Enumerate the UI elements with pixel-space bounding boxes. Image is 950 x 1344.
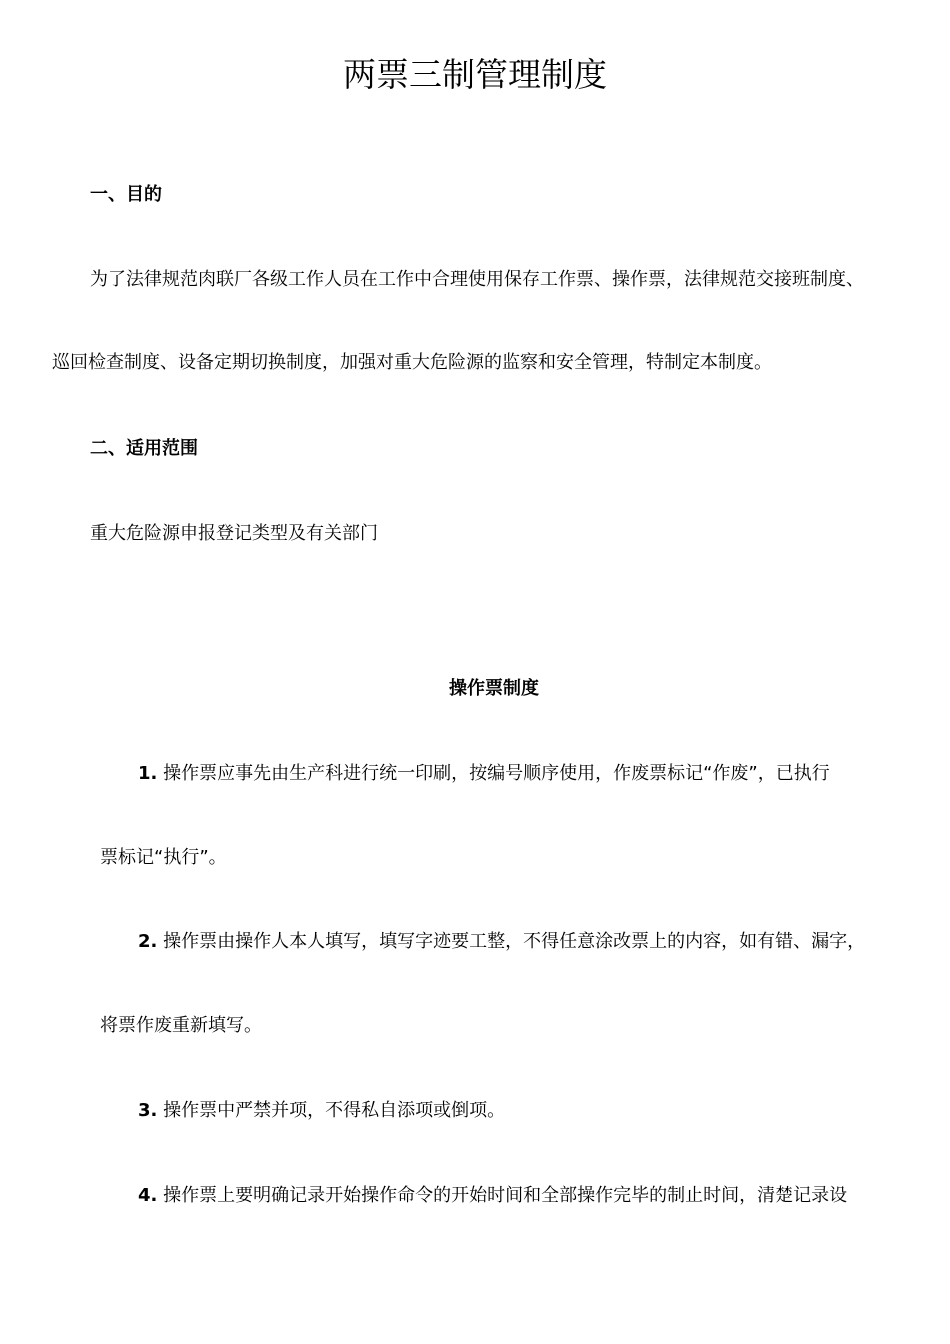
list-item-3-text: 操作票中严禁并项，不得私自添项或倒项。	[163, 1100, 506, 1121]
scope-paragraph-line-1: 重大危险源申报登记类型及有关部门	[90, 523, 378, 544]
list-item-2-text: 操作票由操作人本人填写，填写字迹要工整，不得任意涂改票上的内容，如有错、漏字，	[163, 931, 866, 952]
list-item-4-line-1	[138, 1183, 847, 1209]
document-title: 两票三制管理制度	[343, 55, 607, 94]
list-item-3-line-1	[138, 1098, 505, 1124]
list-item-1-number: 1.	[138, 763, 158, 784]
list-item-1-text: 操作票应事先由生产科进行统一印刷，按编号顺序使用，作废票标记“作废”，已执行	[163, 763, 830, 784]
subsection-heading-operation-ticket: 操作票制度	[449, 678, 539, 699]
section-heading-purpose: 一、目的	[90, 184, 162, 205]
list-item-2-number: 2.	[138, 931, 158, 952]
purpose-paragraph-line-1: 为了法律规范肉联厂各级工作人员在工作中合理使用保存工作票、操作票，法律规范交接班制度、	[90, 269, 864, 290]
list-item-3-number: 3.	[138, 1100, 158, 1121]
list-item-1-line-1	[138, 761, 830, 787]
section-heading-scope: 二、适用范围	[90, 438, 198, 459]
list-item-1-line-2: 票标记“执行”。	[100, 847, 227, 868]
list-item-4-text: 操作票上要明确记录开始操作命令的开始时间和全部操作完毕的制止时间，清楚记录设	[163, 1185, 848, 1206]
purpose-paragraph-line-2: 巡回检查制度、设备定期切换制度，加强对重大危险源的监察和安全管理，特制定本制度。	[52, 352, 772, 373]
list-item-2-line-2: 将票作废重新填写。	[100, 1015, 262, 1036]
list-item-4-number: 4.	[138, 1185, 158, 1206]
list-item-2-line-1	[138, 929, 865, 955]
